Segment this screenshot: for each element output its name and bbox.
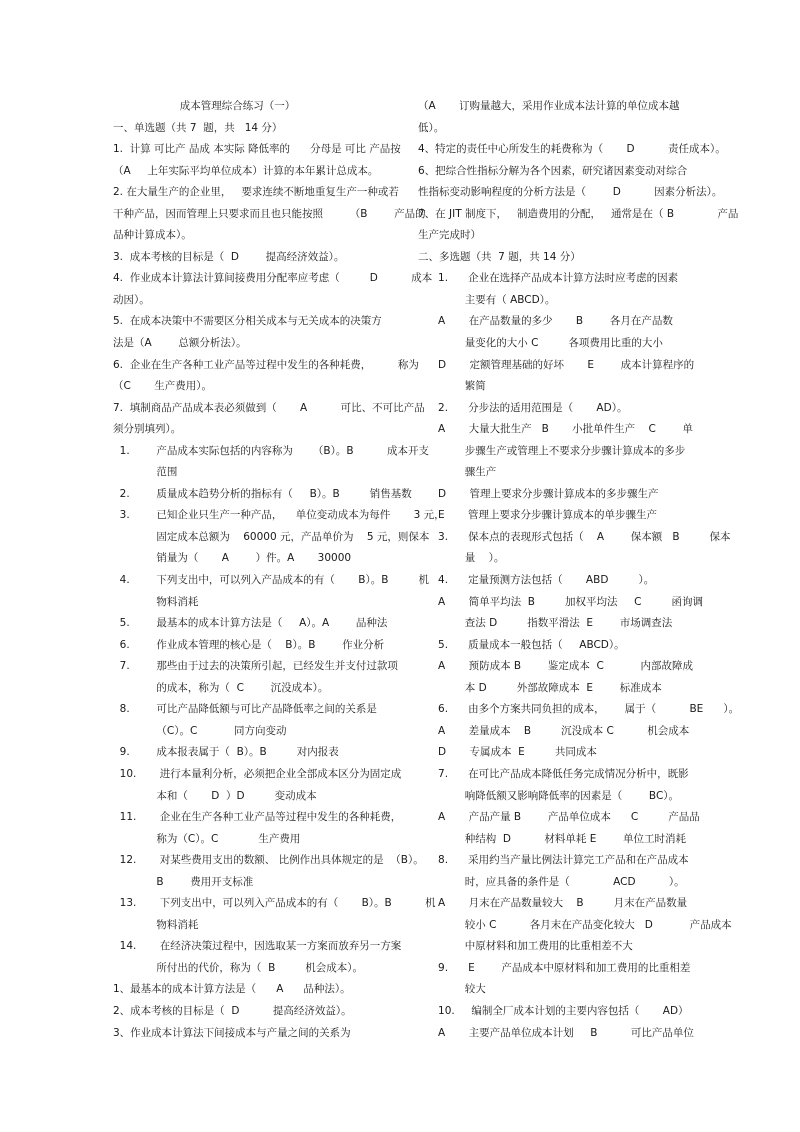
text-line: 本 D 外部故障成本 E 标准成本 [418,681,662,694]
text-line: 7. 那些由于过去的决策所引起，已经发生并支付过款项 [113,660,398,673]
text-line: A 简单平均法 B 加权平均法 C 函询调 [418,595,704,608]
text-line: A 月末在产品数量较大 B 月末在产品数量 [418,897,688,910]
text-line: 骤生产 [418,466,497,479]
text-line: 7. 在可比产品成本降低任务完成情况分析中，既影 [418,767,689,780]
text-line: D 定额管理基础的好坏 E 成本计算程序的 [418,358,695,371]
text-line: 量 ）。 [418,552,505,565]
text-line: 3、作业成本计算法下间接成本与产量之间的关系为 [113,1026,351,1039]
text-line: 中原材料和加工费用的比重相差不大 [418,940,633,953]
text-line: 主要有（ ABCD）。 [418,293,556,306]
text-line: 生产完成时） [418,229,481,242]
text-line: E 管理上要求分步骤计算成本的单步骤生产 [418,509,658,522]
text-line: 10. 编制全厂成本计划的主要内容包括（ AD） [418,1004,689,1017]
text-line: 量变化的大小 C 各项费用比重的大小 [418,337,663,350]
text-line: A 大量大批生产 B 小批单件生产 C 单 [418,423,694,436]
text-line: 本和（ D ）D 变动成本 [113,789,317,802]
text-line: D 管理上要求分步骤计算成本的多步骤生产 [418,487,659,500]
text-line: 2. 在大量生产的企业里， 要求连续不断地重复生产一种或若 [113,186,399,199]
text-line: 种结构 D 材料单耗 E 单位工时消耗 [418,832,687,845]
text-line: 14. 在经济决策过程中，因选取某一方案而放弃另一方案 [113,940,402,953]
text-line: A 差量成本 B 沉没成本 C 机会成本 [418,724,690,737]
text-line: 成本管理综合练习（一） [113,100,296,112]
text-line: 11. 企业在生产各种工业产品等过程中发生的各种耗费， [113,811,402,824]
text-line: 一、单选题（共 7 题，共 14 分） [113,121,283,134]
text-line: 9. 成本报表属于（ B）。B 对内报表 [113,746,339,759]
text-line: 须分别填列）。 [113,423,182,436]
text-line: B 费用开支标准 [113,875,254,888]
text-line: 13. 下列支出中，可以列入产品成本的有（ B）。B 机 [113,897,436,910]
text-line: 查法 D 指数平滑法 E 市场调查法 [418,617,673,630]
text-line: 物料消耗 [113,918,199,931]
text-line: A 预防成本 B 鉴定成本 C 内部故障成 [418,660,694,673]
text-line: 1. 产品成本实际包括的内容称为 （B）。B 成本开支 [113,444,429,457]
left-column [113,96,445,1044]
text-line: （A 上年实际平均单位成本）计算的本年累计总成本。 [113,164,379,177]
text-line: 5. 在成本决策中不需要区分相关成本与无关成本的决策方 [113,315,382,328]
text-line: 5. 质量成本一般包括（ ABCD）。 [418,638,625,651]
text-line: 干种产品，因而管理上只要求而且也只能按照 （B 产品的 [113,207,426,220]
text-line: 销量为（ A ）件。A 30000 [113,552,352,565]
text-line: 3. 保本点的表现形式包括（ A 保本额 B 保本 [418,530,731,543]
text-line: （A 订购量越大，采用作业成本法计算的单位成本越 [418,100,680,112]
text-line: 6. 企业在生产各种工业产品等过程中发生的各种耗费， 称为 [113,358,419,371]
text-line: 12. 对某些费用支出的数额、 比例作出具体规定的是 （B）。 [113,854,424,867]
text-line: 2. 质量成本趋势分析的指标有（ B）。B 销售基数 [113,487,412,500]
text-line: 2、成本考核的目标是（ D 提高经济效益）。 [113,1004,352,1017]
text-line: 4、特定的责任中心所发生的耗费称为（ D 责任成本）。 [418,143,726,156]
text-line: 较小 C 各月末在产品变化较大 D 产品成本 [418,918,732,931]
text-line: 范围 [113,466,178,479]
text-line: 较大 [418,983,486,996]
text-line: 1、最基本的成本计算方法是（ A 品种法）。 [113,983,351,996]
text-line: 6. 作业成本管理的核心是（ B）。B 作业分析 [113,638,385,651]
text-line: 3. 已知企业只生产一种产品， 单位变动成本为每件 3 元， [113,509,445,522]
text-line: 4. 下列支出中，可以列入产品成本的有（ B）。B 机 [113,574,429,587]
text-line: 低）。 [418,121,445,134]
text-line: 二、多选题（共 7 题，共 14 分） [418,250,581,263]
text-line: 称为（C）。C 生产费用 [113,832,301,845]
text-line: 2. 分步法的适用范围是（ AD）。 [418,401,628,414]
text-line: 法是（A 总额分析法）。 [113,337,247,350]
text-line: 6. 由多个方案共同负担的成本， 属于（ BE ）。 [418,703,740,716]
text-line: 7、在 JIT 制度下， 制造费用的分配， 通常是在（ B 产品 [418,207,739,220]
text-line: 4. 作业成本计算法计算间接费用分配率应考虑（ D 成本 [113,272,433,285]
text-line: 5. 最基本的成本计算方法是（ A）。A 品种法 [113,617,388,630]
text-line: 1. 企业在选择产品成本计算方法时应考虑的因素 [418,272,679,285]
text-line: 性指标变动影响程度的分析方法是（ D 因素分析法）。 [418,186,723,199]
text-line: 物料消耗 [113,595,199,608]
text-line: 10. 进行本量利分析，必须把企业全部成本区分为固定成 [113,767,402,780]
text-line: 响降低额又影响降低率的因素是（ BC）。 [418,789,680,802]
text-line: 固定成本总额为 60000 元，产品单价为 5 元，则保本 [113,530,430,543]
text-line: 步骤生产或管理上不要求分步骤计算成本的多步 [418,444,686,457]
text-line: 8. 可比产品降低额与可比产品降低率之间的关系是 [113,703,377,716]
text-line: 品种计算成本）。 [113,229,192,242]
text-line: （C 生产费用）。 [113,380,212,393]
text-line: 繁简 [418,380,486,393]
text-line: A 在产品数量的多少 B 各月在产品数 [418,315,673,328]
text-line: （C）。C 同方向变动 [113,724,287,737]
text-line: 所付出的代价，称为（ B 机会成本）。 [113,961,364,974]
text-line: 的成本，称为（ C 沉没成本）。 [113,681,329,694]
text-line: 9. E 产品成本中原材料和加工费用的比重相差 [418,961,691,974]
text-line: 1. 计算 可比产 品成 本实际 降低率的 分母是 可比 产品按 [113,143,401,156]
text-line: 7. 填制商品产品成本表必须做到（ A 可比、不可比产品 [113,401,425,414]
text-line: 时，应具备的条件是（ ACD ）。 [418,875,685,888]
right-column [418,96,740,1044]
text-line: A 产品产量 B 产品单位成本 C 产品品 [418,811,700,824]
text-line: 动因）。 [113,293,150,306]
text-line: 3. 成本考核的目标是（ D 提高经济效益）。 [113,250,345,263]
text-line: 6、把综合性指标分解为各个因素，研究诸因素变动对综合 [418,164,688,177]
text-line: 4. 定量预测方法包括（ ABD ）。 [418,574,655,587]
text-line: 8. 采用约当产量比例法计算完工产品和在产品成本 [418,854,689,867]
text-line: D 专属成本 E 共同成本 [418,746,597,759]
text-line: A 主要产品单位成本计划 B 可比产品单位 [418,1026,694,1039]
